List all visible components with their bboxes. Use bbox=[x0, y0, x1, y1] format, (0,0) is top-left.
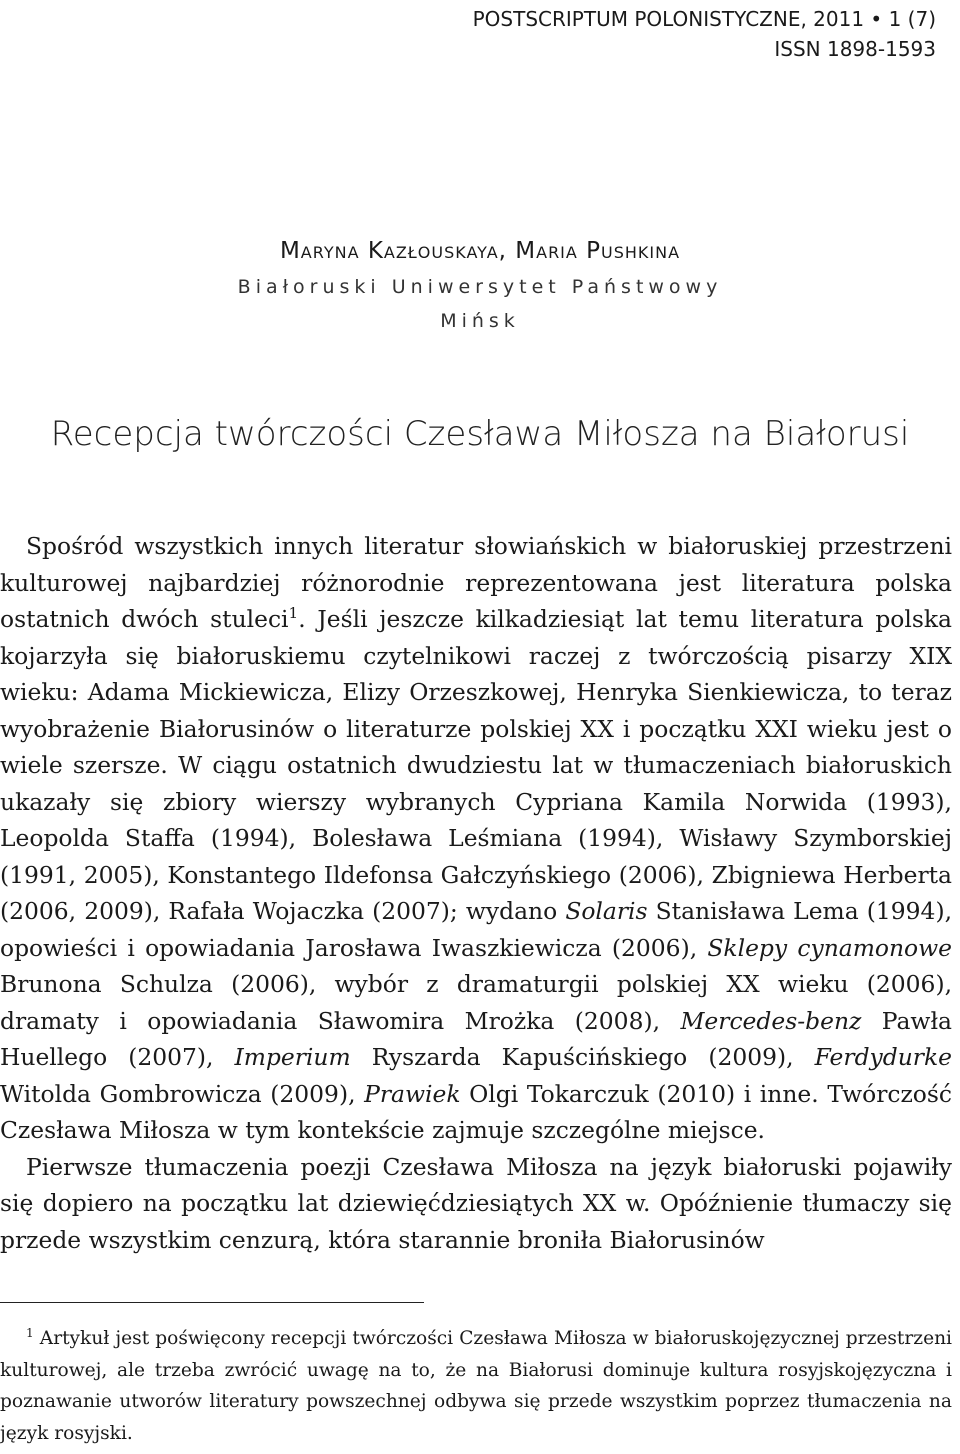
footnote-number: 1 bbox=[26, 1325, 34, 1340]
journal-line: POSTSCRIPTUM POLONISTYCZNE, 2011 • 1 (7) bbox=[472, 7, 936, 31]
work-title-sklepy: Sklepy cynamonowe bbox=[707, 933, 952, 962]
article-title: Recepcja twórczości Czesława Miłosza na Białorusi bbox=[50, 414, 910, 454]
work-title-prawiek: Prawiek bbox=[364, 1079, 461, 1108]
paragraph-1 bbox=[0, 528, 952, 1149]
p1-text-7: Witolda Gombrowicza (2009), bbox=[0, 1079, 365, 1108]
issn-line: ISSN 1898-1593 bbox=[774, 37, 936, 61]
work-title-solaris: Solaris bbox=[565, 897, 648, 925]
work-title-ferdydurke: Ferdydurke bbox=[814, 1043, 953, 1071]
paragraph-2: Pierwsze tłumaczenia poezji Czesława Miłosza na język białoruski pojawiły się dopiero na początku lat dziewięćdziesiątych XX w. Opóźnienie tłumaczy się przede wszystkim cenzurą, która starannie broniła Białorusinów bbox=[0, 1152, 952, 1254]
p1-text-4: Brunona Schulza (2006), wybór z dramaturgii polskiej XX wieku (2006), dramaty i opowiadania Sławomira Mrożka (2008), bbox=[0, 970, 952, 1035]
p1-text-5: Pawła Huellego (2007), bbox=[0, 1006, 952, 1071]
article-body bbox=[0, 528, 952, 1258]
p1-text-8: Olgi Tokarczuk (2010) i inne. Twórczość Czesława Miłosza w tym kontekście zajmuje szczególne miejsce. bbox=[0, 1079, 952, 1144]
author-affiliation: Białoruski Uniwersytet Państwowy bbox=[237, 276, 723, 298]
p1-text-3: Stanisława Lema (1994), opowieści i opowiadania Jarosława Iwaszkiewicza (2006), bbox=[0, 897, 953, 962]
p1-text-6: Ryszarda Kapuścińskiego (2009), bbox=[350, 1043, 815, 1071]
article-authors: Maryna Kazłouskaya, Maria Pushkina bbox=[279, 238, 681, 264]
footnote-divider bbox=[0, 1302, 424, 1303]
work-title-mercedes: Mercedes-benz bbox=[680, 1006, 862, 1035]
author-city: Mińsk bbox=[440, 310, 520, 332]
p1-text-1: Spośród wszystkich innych literatur słowiańskich w białoruskiej przestrzeni kulturowej najbardziej różnorodnie reprezentowana jest literatura polska ostatnich dwóch stuleci bbox=[0, 532, 952, 633]
footnote-1 bbox=[0, 1323, 952, 1449]
footnote-text: Artykuł jest poświęcony recepcji twórczości Czesława Miłosza w białoruskojęzycznej przestrzeni kulturowej, ale trzeba zwrócić uwagę na to, że na Białorusi dominuje kultura rosyjskojęzyczna i poznawanie utworów literatury powszechnej odbywa się przede wszystkim poprzez tłumaczenia na język rosyjski. bbox=[0, 1328, 952, 1444]
p1-text-2: . Jeśli jeszcze kilkadziesiąt lat temu literatura polska kojarzyła się białoruskiemu czytelnikowi raczej z twórczością pisarzy XIX wieku: Adama Mickiewicza, Elizy Orzeszkowej, Henryka Sienkiewicza, to teraz wyobrażenie Białorusinów o literaturze polskiej XX i początku XXI wieku jest o wiele szersze. W ciągu ostatnich dwudziestu lat w tłumaczeniach białoruskich ukazały się zbiory wierszy wybranych Cypriana Kamila Norwida (1993), Leopolda Staffa (1994), Bolesława Leśmiana (1994), Wisławy Szymborskiej (1991, 2005), Konstantego Ildefonsa Gałczyńskiego (2006), Zbigniewa Herberta (2006, 2009), Rafała Wojaczka (2007); wydano bbox=[0, 605, 952, 925]
footnote-reference[interactable]: 1 bbox=[288, 604, 299, 623]
work-title-imperium: Imperium bbox=[234, 1043, 351, 1071]
journal-header bbox=[473, 4, 936, 64]
